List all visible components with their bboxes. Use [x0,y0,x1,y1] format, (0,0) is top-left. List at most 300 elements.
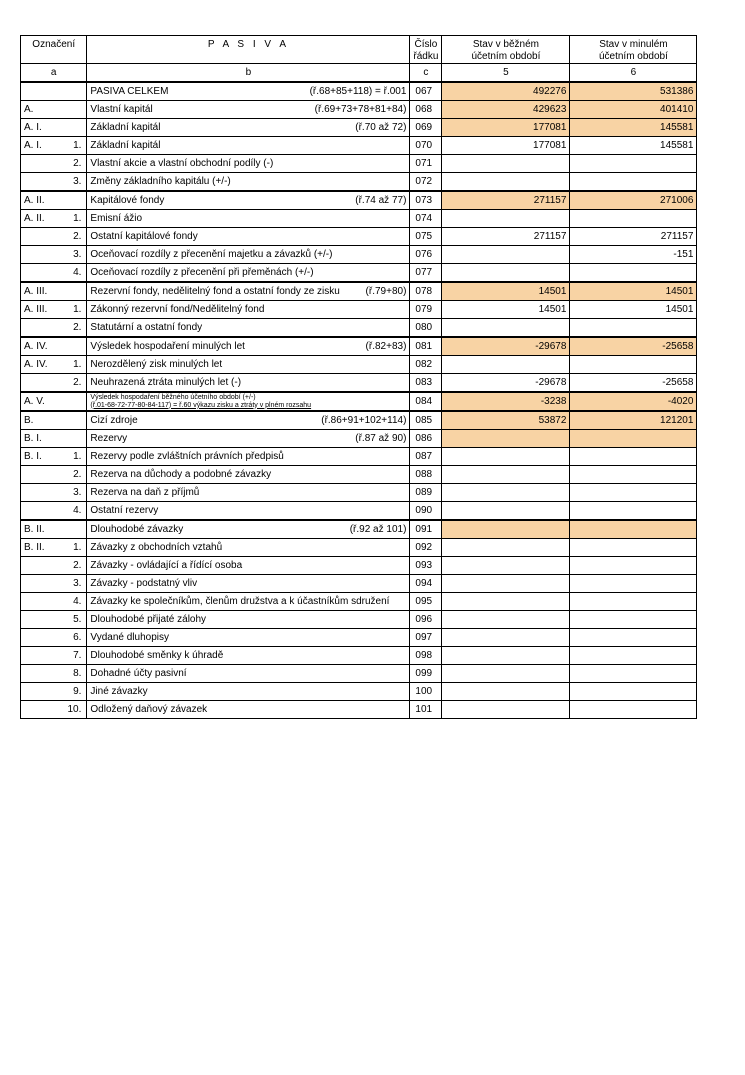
row-oznaceni-sub: 1. [65,448,87,466]
row-oznaceni: A. I. [21,137,65,155]
row-oznaceni-sub: 2. [65,155,87,173]
row-oznaceni-sub: 9. [65,683,87,701]
table-row [21,466,697,484]
row-line-number: 077 [410,264,442,283]
row-name: Vydané dluhopisy [90,631,169,643]
row-oznaceni-sub: 5. [65,611,87,629]
row-name-cell [87,575,410,593]
row-value-current [442,484,570,502]
row-value-current: 177081 [442,137,570,155]
row-name: Dlouhodobé závazky [90,523,184,535]
row-name: Změny základního kapitálu (+/-) [90,175,231,187]
row-oznaceni-sub: 1. [65,539,87,557]
row-value-previous [570,484,697,502]
row-line-number: 072 [410,173,442,192]
row-name: Nerozdělený zisk minulých let [90,358,223,370]
row-name: Ostatní kapitálové fondy [90,230,198,242]
row-line-number: 074 [410,210,442,228]
row-oznaceni-sub [65,430,87,448]
row-value-previous [570,520,697,539]
row-oznaceni-sub: 3. [65,575,87,593]
table-row [21,502,697,521]
row-name: Dlouhodobé přijaté zálohy [90,613,207,625]
row-name-cell [87,593,410,611]
row-name: Neuhrazená ztráta minulých let (-) [90,376,242,388]
header-sub-c: c [410,64,442,83]
row-name-cell [87,282,410,301]
row-line-number: 081 [410,337,442,356]
row-name-cell [87,430,410,448]
row-value-current [442,173,570,192]
row-line-number: 100 [410,683,442,701]
row-value-previous [570,539,697,557]
row-value-previous [570,448,697,466]
row-formula: (ř.87 až 90) [355,432,407,444]
row-oznaceni-sub: 6. [65,629,87,647]
row-value-previous: 401410 [570,101,697,119]
row-name-cell [87,101,410,119]
table-row [21,155,697,173]
row-line-number: 078 [410,282,442,301]
table-row [21,629,697,647]
row-oznaceni-sub: 4. [65,264,87,283]
table-row [21,356,697,374]
row-value-current: 14501 [442,282,570,301]
row-value-current: 53872 [442,411,570,430]
row-value-previous [570,356,697,374]
row-oznaceni-sub [65,282,87,301]
row-value-previous [570,575,697,593]
row-name: Zákonný rezervní fond/Nedělitelný fond [90,303,265,315]
row-name-cell [87,665,410,683]
row-name-cell [87,520,410,539]
row-name-cell [87,701,410,719]
row-value-previous: 14501 [570,301,697,319]
row-name: Základní kapitál [90,121,161,133]
row-oznaceni-sub: 8. [65,665,87,683]
row-value-previous: 531386 [570,82,697,101]
row-name-cell [87,337,410,356]
row-value-current [442,683,570,701]
header-sub-b: b [87,64,410,83]
table-row [21,282,697,301]
row-formula: (ř.69+73+78+81+84) [314,103,407,115]
row-oznaceni [21,319,65,338]
row-name: Závazky ke společníkům, členům družstva a k účastníkům sdružení [90,595,390,607]
row-value-current [442,466,570,484]
header-bezne-line2: účetním období [471,51,541,62]
row-line-number: 090 [410,502,442,521]
table-row [21,119,697,137]
row-value-current: -29678 [442,337,570,356]
row-value-current: 14501 [442,301,570,319]
row-line-number: 075 [410,228,442,246]
header-cislo-line2: řádku [413,51,439,62]
row-oznaceni-sub: 10. [65,701,87,719]
row-oznaceni: A. I. [21,119,65,137]
row-line-number: 068 [410,101,442,119]
row-line-number: 096 [410,611,442,629]
table-row [21,557,697,575]
row-value-current [442,520,570,539]
row-name: Výsledek hospodaření běžného účetního období (+/-) [90,394,256,401]
row-value-previous [570,665,697,683]
row-name: Oceňovací rozdíly z přecenění při přeměnách (+/-) [90,266,314,278]
row-oznaceni [21,629,65,647]
row-value-previous: 271157 [570,228,697,246]
row-line-number: 084 [410,392,442,411]
row-oznaceni-sub [65,101,87,119]
row-name: Závazky - podstatný vliv [90,577,198,589]
table-row [21,337,697,356]
header-sub-6: 6 [570,64,697,83]
row-value-previous [570,701,697,719]
row-name: Jiné závazky [90,685,148,697]
row-name-cell [87,629,410,647]
row-formula: (ř.70 až 72) [355,121,407,133]
row-line-number: 080 [410,319,442,338]
row-value-current: 271157 [442,228,570,246]
row-name-cell [87,155,410,173]
row-value-current [442,246,570,264]
row-line-number: 079 [410,301,442,319]
row-oznaceni-sub [65,119,87,137]
row-name: PASIVA CELKEM [90,85,169,97]
row-oznaceni [21,173,65,192]
row-oznaceni [21,484,65,502]
row-name: Oceňovací rozdíly z přecenění majetku a závazků (+/-) [90,248,333,260]
row-name-formula: (ř.01-68-72-77-80-84-117) = ř.60 výkazu zisku a ztráty v plném rozsahu [90,401,312,409]
row-value-previous [570,319,697,338]
row-oznaceni [21,701,65,719]
row-oznaceni-sub [65,82,87,101]
table-row [21,411,697,430]
table-row [21,575,697,593]
table-row [21,484,697,502]
row-value-previous [570,466,697,484]
row-name: Dlouhodobé směnky k úhradě [90,649,224,661]
row-oznaceni-sub: 1. [65,356,87,374]
row-value-previous [570,629,697,647]
row-oznaceni: B. I. [21,448,65,466]
row-line-number: 076 [410,246,442,264]
row-value-previous [570,647,697,665]
row-oznaceni [21,575,65,593]
row-name: Ostatní rezervy [90,504,159,516]
row-value-previous: 14501 [570,282,697,301]
row-oznaceni-sub: 7. [65,647,87,665]
row-oznaceni-sub [65,337,87,356]
row-value-previous [570,210,697,228]
row-name-cell [87,301,410,319]
header-bezne-obdobi [442,36,570,64]
row-value-current [442,264,570,283]
row-oznaceni [21,466,65,484]
row-name-cell [87,82,410,101]
header-pasiva-label: P A S I V A [207,39,289,50]
row-name-cell [87,411,410,430]
row-name: Vlastní akcie a vlastní obchodní podíly (-) [90,157,274,169]
row-name: Výsledek hospodaření minulých let [90,340,245,352]
table-row [21,593,697,611]
row-line-number: 099 [410,665,442,683]
table-row [21,246,697,264]
row-value-current [442,629,570,647]
table-row [21,647,697,665]
table-row [21,683,697,701]
row-value-previous [570,173,697,192]
header-sub-a: a [21,64,87,83]
row-name-cell [87,557,410,575]
row-line-number: 088 [410,466,442,484]
row-name-cell [87,246,410,264]
row-formula: (ř.68+85+118) = ř.001 [309,85,407,97]
row-value-current [442,210,570,228]
row-oznaceni [21,374,65,393]
row-value-current [442,611,570,629]
row-oznaceni-sub: 2. [65,466,87,484]
row-name: Závazky - ovládající a řídící osoba [90,559,243,571]
table-row [21,665,697,683]
row-oznaceni [21,557,65,575]
row-line-number: 070 [410,137,442,155]
row-name-cell [87,191,410,210]
row-value-current [442,575,570,593]
table-row [21,611,697,629]
row-oznaceni: A. IV. [21,356,65,374]
row-name: Odložený daňový závazek [90,703,208,715]
row-line-number: 082 [410,356,442,374]
row-oznaceni: B. II. [21,520,65,539]
row-value-current: -29678 [442,374,570,393]
row-line-number: 097 [410,629,442,647]
row-line-number: 094 [410,575,442,593]
row-line-number: 089 [410,484,442,502]
row-oznaceni: A. II. [21,191,65,210]
row-oznaceni: B. I. [21,430,65,448]
row-oznaceni: A. III. [21,301,65,319]
row-name-cell [87,119,410,137]
row-formula: (ř.79+80) [365,285,407,297]
row-oznaceni-sub: 3. [65,246,87,264]
row-oznaceni-sub: 1. [65,301,87,319]
row-oznaceni-sub [65,520,87,539]
row-name-cell [87,173,410,192]
row-value-previous: 121201 [570,411,697,430]
row-value-previous: -25658 [570,337,697,356]
row-name-cell [87,319,410,338]
row-value-previous: 145581 [570,119,697,137]
row-line-number: 092 [410,539,442,557]
header-pasiva [87,36,410,64]
row-line-number: 087 [410,448,442,466]
row-line-number: 071 [410,155,442,173]
row-value-current [442,557,570,575]
row-oznaceni-sub [65,411,87,430]
row-line-number: 069 [410,119,442,137]
table-row [21,430,697,448]
table-row [21,539,697,557]
row-formula: (ř.86+91+102+114) [321,414,407,426]
row-line-number: 093 [410,557,442,575]
row-value-previous [570,593,697,611]
row-oznaceni-sub: 1. [65,137,87,155]
row-value-previous: 145581 [570,137,697,155]
row-name: Rezervní fondy, nedělitelný fond a ostatní fondy ze zisku [90,285,340,297]
row-value-current: 271157 [442,191,570,210]
row-oznaceni-sub: 2. [65,557,87,575]
row-name-cell [87,484,410,502]
row-oznaceni-sub: 1. [65,210,87,228]
header-oznaceni: Označení [21,36,87,64]
row-oznaceni [21,611,65,629]
row-formula: (ř.82+83) [365,340,407,352]
row-line-number: 083 [410,374,442,393]
row-value-previous: -151 [570,246,697,264]
row-line-number: 098 [410,647,442,665]
header-minule-line1: Stav v minulém [599,39,668,50]
row-name: Dohadné účty pasivní [90,667,187,679]
row-formula: (ř.74 až 77) [355,194,407,206]
row-oznaceni-sub: 4. [65,502,87,521]
header-cislo-line1: Číslo [414,39,438,50]
row-value-current [442,593,570,611]
row-value-previous [570,155,697,173]
row-name-cell [87,137,410,155]
row-line-number: 073 [410,191,442,210]
row-name-cell [87,448,410,466]
row-value-previous [570,683,697,701]
header-bezne-line1: Stav v běžném [472,39,539,50]
row-line-number: 101 [410,701,442,719]
row-value-previous [570,430,697,448]
row-name-cell [87,647,410,665]
row-name-cell [87,392,410,411]
row-value-previous [570,264,697,283]
row-line-number: 085 [410,411,442,430]
table-row [21,392,697,411]
row-value-current [442,647,570,665]
row-value-current: 429623 [442,101,570,119]
row-value-previous: -4020 [570,392,697,411]
row-oznaceni [21,647,65,665]
header-minule-obdobi [570,36,697,64]
row-oznaceni-sub [65,392,87,411]
row-oznaceni: B. [21,411,65,430]
row-name-cell [87,356,410,374]
table-row [21,191,697,210]
row-value-current [442,356,570,374]
table-row [21,520,697,539]
row-value-current [442,502,570,521]
row-oznaceni: A. IV. [21,337,65,356]
table-row [21,319,697,338]
row-name-cell [87,210,410,228]
row-oznaceni-sub: 2. [65,374,87,393]
header-row [21,36,697,64]
row-value-current [442,430,570,448]
row-oznaceni [21,683,65,701]
row-oznaceni: B. II. [21,539,65,557]
row-name-cell [87,264,410,283]
row-name-cell [87,374,410,393]
row-oznaceni: A. II. [21,210,65,228]
table-row [21,448,697,466]
table-row [21,701,697,719]
row-oznaceni: A. [21,101,65,119]
row-oznaceni-sub: 3. [65,484,87,502]
row-name: Rezerva na daň z příjmů [90,486,200,498]
row-oznaceni-sub: 4. [65,593,87,611]
table-row [21,101,697,119]
row-value-current: 177081 [442,119,570,137]
row-name: Emisní ážio [90,212,143,224]
row-oznaceni [21,502,65,521]
row-name: Rezervy podle zvláštních právních předpisů [90,450,284,462]
row-oznaceni: A. V. [21,392,65,411]
row-oznaceni [21,155,65,173]
table-row [21,264,697,283]
row-line-number: 086 [410,430,442,448]
table-row [21,301,697,319]
row-name-cell [87,502,410,521]
table-row [21,228,697,246]
row-name: Statutární a ostatní fondy [90,321,203,333]
table-row [21,173,697,192]
row-value-previous [570,502,697,521]
row-oznaceni-sub: 2. [65,319,87,338]
header-subrow [21,64,697,83]
row-value-current [442,665,570,683]
row-oznaceni [21,593,65,611]
row-value-previous: 271006 [570,191,697,210]
row-value-current [442,155,570,173]
row-oznaceni-sub: 3. [65,173,87,192]
row-name-cell [87,539,410,557]
row-formula: (ř.92 až 101) [349,523,407,535]
row-name: Rezervy [90,432,128,444]
row-name: Kapitálové fondy [90,194,165,206]
row-name-cell [87,611,410,629]
row-value-current: -3238 [442,392,570,411]
row-oznaceni [21,228,65,246]
row-oznaceni: A. III. [21,282,65,301]
row-value-current: 492276 [442,82,570,101]
row-value-current [442,539,570,557]
row-line-number: 095 [410,593,442,611]
row-oznaceni [21,82,65,101]
table-row [21,137,697,155]
row-oznaceni [21,246,65,264]
row-name: Vlastní kapitál [90,103,153,115]
table-row [21,82,697,101]
header-cislo-radku [410,36,442,64]
row-name-cell [87,228,410,246]
row-name-cell [87,683,410,701]
row-name: Cizí zdroje [90,414,138,426]
table-row [21,374,697,393]
row-value-current [442,319,570,338]
row-line-number: 067 [410,82,442,101]
table-row [21,210,697,228]
header-sub-5: 5 [442,64,570,83]
row-value-current [442,448,570,466]
row-name: Rezerva na důchody a podobné závazky [90,468,272,480]
row-oznaceni [21,665,65,683]
pasiva-table [20,35,697,719]
row-value-previous: -25658 [570,374,697,393]
row-oznaceni-sub: 2. [65,228,87,246]
